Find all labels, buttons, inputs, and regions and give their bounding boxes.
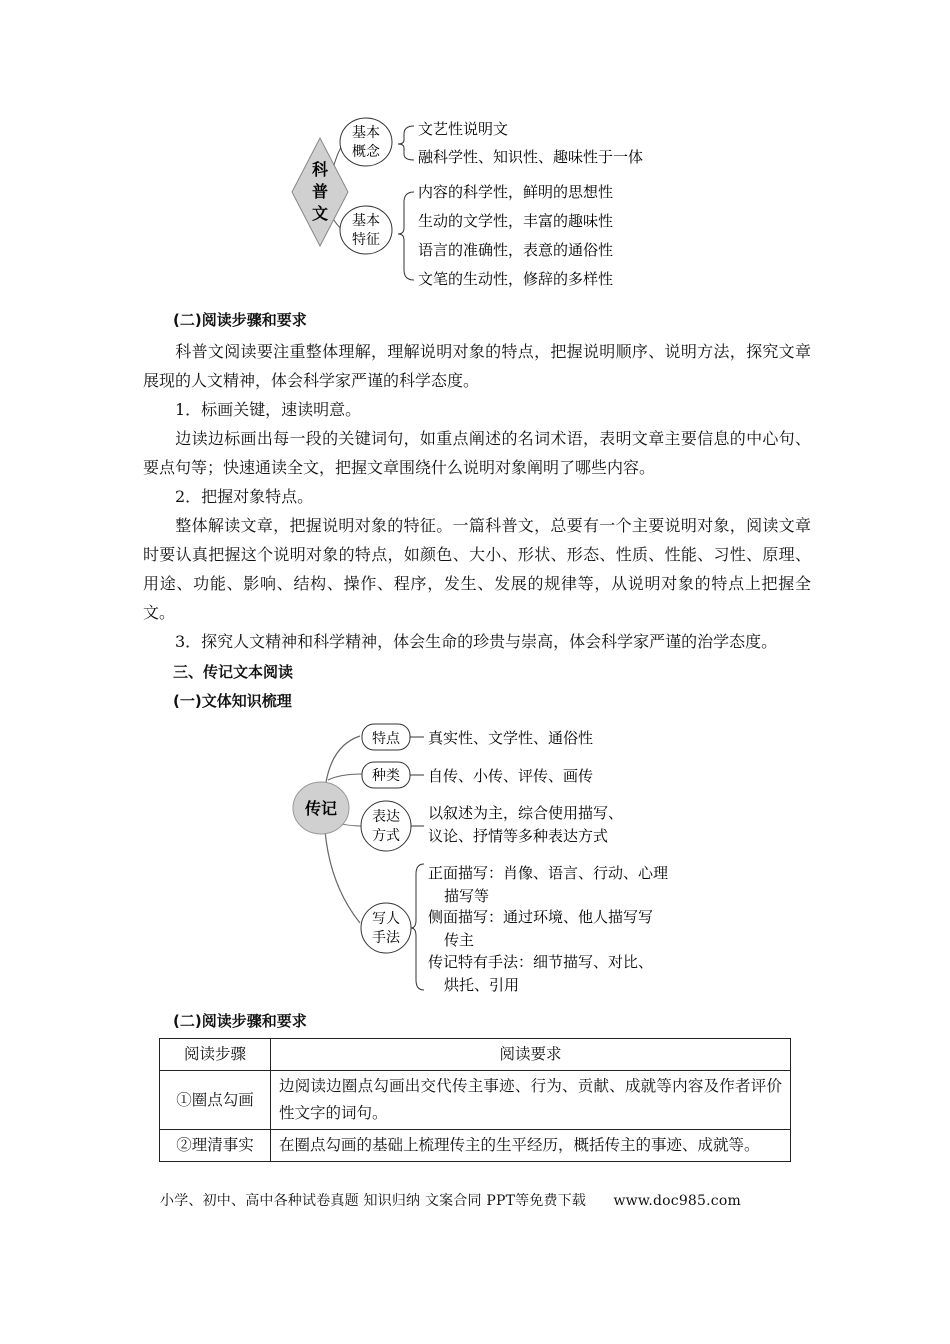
feature-item: 真实性、文学性、通俗性 bbox=[428, 729, 594, 747]
step1-body bbox=[143, 424, 811, 482]
step3-text: 3．探究人文精神和科学精神，体会生命的珍贵与崇高，体会科学家严谨的治学态度。 bbox=[175, 632, 778, 651]
footer bbox=[160, 1190, 741, 1210]
kepuwen-diagram bbox=[290, 110, 670, 295]
column-header: 阅读要求 bbox=[271, 1039, 791, 1071]
table-row bbox=[160, 1130, 791, 1162]
requirement-cell: 边阅读边圈点勾画出交代传主事迹、行为、贡献、成就等内容及作者评价性文字的词句。 bbox=[271, 1071, 791, 1130]
branch-label-expression-1: 表达 bbox=[372, 809, 400, 825]
technique-item: 描写等 bbox=[444, 887, 490, 905]
footer-url[interactable]: www.doc985.com bbox=[613, 1193, 741, 1209]
branch-label-concept-1: 基本 bbox=[352, 125, 380, 141]
steps-table bbox=[159, 1038, 791, 1162]
step2-title bbox=[143, 482, 811, 511]
section-a-heading: (二)阅读步骤和要求 bbox=[173, 311, 307, 329]
technique-item: 烘托、引用 bbox=[444, 976, 520, 994]
center-label: 传记 bbox=[304, 799, 338, 818]
branch-label-expression-2: 方式 bbox=[372, 828, 400, 844]
brace-technique bbox=[411, 864, 424, 990]
technique-item: 侧面描写：通过环境、他人描写写 bbox=[428, 908, 654, 926]
spine-branch-2 bbox=[328, 774, 362, 780]
step-cell: ①圈点勾画 bbox=[160, 1071, 271, 1130]
technique-item: 传记特有手法：细节描写、对比、 bbox=[428, 953, 654, 971]
section-b-heading: 三、传记文本阅读 bbox=[173, 663, 294, 681]
branch-label-type: 种类 bbox=[372, 768, 400, 784]
expression-item: 以叙述为主，综合使用描写、 bbox=[428, 804, 624, 822]
zhuanji-diagram bbox=[290, 718, 670, 998]
step1-title-text: 1．标画关键，速读明意。 bbox=[175, 400, 362, 419]
step2-title-text: 2．把握对象特点。 bbox=[175, 487, 314, 506]
table-row bbox=[160, 1071, 791, 1130]
section-b-subheading: (一)文体知识梳理 bbox=[173, 692, 292, 710]
step-cell: ②理清事实 bbox=[160, 1130, 271, 1162]
section-a-intro bbox=[143, 337, 811, 395]
feature-item: 文笔的生动性，修辞的多样性 bbox=[418, 270, 614, 288]
table-header-row bbox=[160, 1039, 791, 1071]
center-char-3: 文 bbox=[311, 204, 329, 223]
footer-left: 小学、初中、高中各种试卷真题 知识归纳 文案合同 PPT等免费下载 bbox=[160, 1193, 587, 1209]
type-item: 自传、小传、评传、画传 bbox=[428, 767, 594, 785]
branch-label-feature-2: 特征 bbox=[352, 232, 380, 248]
feature-item: 生动的文学性，丰富的趣味性 bbox=[418, 212, 614, 230]
expression-item: 议论、抒情等多种表达方式 bbox=[428, 827, 609, 845]
section-c-heading: (二)阅读步骤和要求 bbox=[173, 1012, 307, 1030]
requirement-cell: 在圈点勾画的基础上梳理传主的生平经历，概括传主的事迹、成就等。 bbox=[271, 1130, 791, 1162]
feature-item: 语言的准确性，表意的通俗性 bbox=[418, 241, 614, 259]
brace-feature bbox=[398, 192, 414, 280]
branch-label-feature: 特点 bbox=[372, 731, 400, 747]
branch-label-feature-1: 基本 bbox=[352, 213, 380, 229]
step3 bbox=[143, 627, 811, 656]
center-char-2: 普 bbox=[311, 182, 329, 201]
branch-label-technique-1: 写人 bbox=[372, 911, 400, 927]
intro-text: 科普文阅读要注重整体理解，理解说明对象的特点，把握说明顺序、说明方法，探究文章展现的人文精神，体会科学家严谨的科学态度。 bbox=[143, 342, 811, 390]
column-header: 阅读步骤 bbox=[160, 1039, 271, 1071]
brace-concept bbox=[398, 126, 414, 160]
center-char-1: 科 bbox=[311, 160, 329, 179]
branch-label-concept-2: 概念 bbox=[352, 144, 380, 160]
concept-item: 融科学性、知识性、趣味性于一体 bbox=[418, 148, 644, 166]
step1-body-text: 边读边标画出每一段的关键词句，如重点阐述的名词术语，表明文章主要信息的中心句、要点句等；快速通读全文，把握文章围绕什么说明对象阐明了哪些内容。 bbox=[143, 429, 811, 477]
step2-body-text: 整体解读文章，把握说明对象的特征。一篇科普文，总要有一个主要说明对象，阅读文章时要认真把握这个说明对象的特点，如颜色、大小、形状、形态、性质、性能、习性、原理、用途、功能、影响、结构、操作、程序，发生、发展的规律等，从说明对象的特点上把握全文。 bbox=[143, 516, 811, 622]
technique-item: 传主 bbox=[444, 931, 475, 949]
feature-item: 内容的科学性，鲜明的思想性 bbox=[418, 183, 614, 201]
step2-body bbox=[143, 511, 811, 627]
concept-item: 文艺性说明文 bbox=[418, 120, 509, 138]
branch-label-technique-2: 手法 bbox=[372, 930, 400, 946]
technique-item: 正面描写：肖像、语言、行动、心理 bbox=[428, 864, 669, 882]
step1-title bbox=[143, 395, 811, 424]
